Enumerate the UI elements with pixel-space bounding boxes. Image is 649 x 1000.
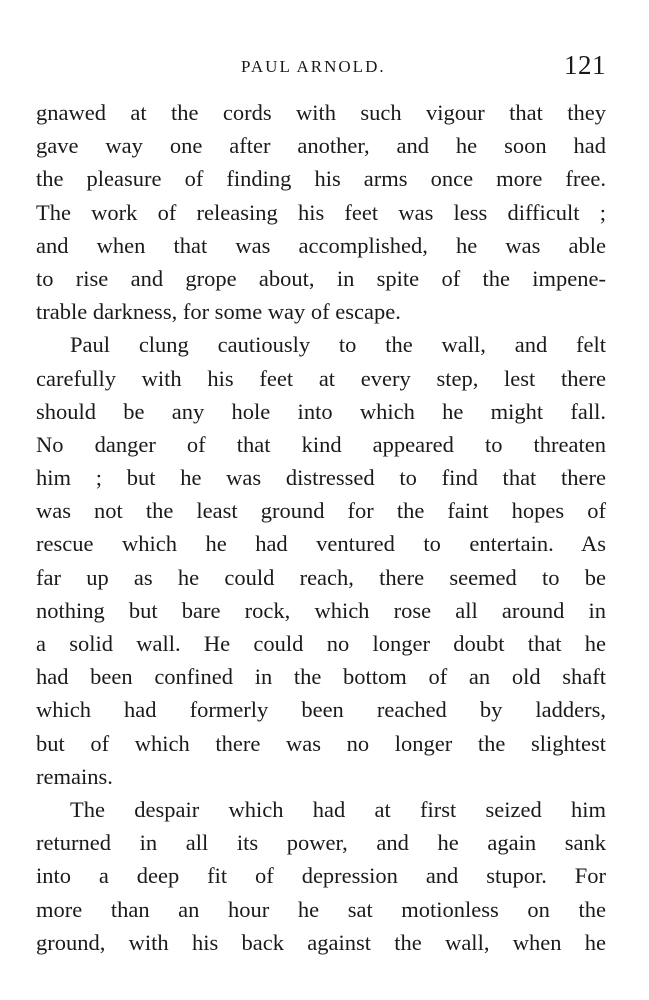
text-line: the pleasure of finding his arms once more free.: [36, 166, 606, 192]
text-line: had been confined in the bottom of an old shaft: [36, 664, 606, 690]
text-line: a solid wall. He could no longer doubt that he: [36, 631, 606, 656]
text-line: but of which there was no longer the slightest: [36, 730, 606, 756]
text-line: was not the least ground for the faint hopes of: [36, 498, 606, 524]
running-head: [36, 50, 606, 86]
text-line: Paul clung cautiously to the wall, and felt: [70, 332, 606, 358]
text-line: returned in all its power, and he again sank: [36, 830, 606, 856]
text-line: remains.: [36, 763, 113, 789]
text-line: ground, with his back against the wall, when he: [36, 929, 606, 955]
text-line: No danger of that kind appeared to threaten: [36, 431, 606, 457]
text-line: gave way one after another, and he soon had: [36, 133, 606, 159]
text-line: The work of releasing his feet was less difficult ;: [36, 199, 606, 225]
text-line: to rise and grope about, in spite of the impene-: [36, 265, 606, 291]
text-line: him ; but he was distressed to find that there: [36, 465, 606, 491]
page-number: 121: [564, 50, 606, 80]
text-line: into a deep fit of depression and stupor. For: [36, 863, 606, 889]
text-line: carefully with his feet at every step, lest there: [36, 365, 606, 391]
text-line: which had formerly been reached by ladders,: [36, 697, 606, 723]
text-line: nothing but bare rock, which rose all around in: [36, 597, 606, 623]
text-line: The despair which had at first seized him: [70, 796, 606, 822]
running-title: PAUL ARNOLD.: [241, 57, 386, 76]
text-line: far up as he could reach, there seemed to be: [36, 564, 606, 590]
body-text: [36, 96, 606, 959]
text-line: should be any hole into which he might fall.: [36, 398, 606, 424]
text-line: and when that was accomplished, he was able: [36, 232, 606, 258]
text-line: gnawed at the cords with such vigour that they: [36, 100, 606, 125]
text-line: rescue which he had ventured to entertain. As: [36, 531, 606, 557]
text-line: more than an hour he sat motionless on the: [36, 896, 606, 922]
text-line: trable darkness, for some way of escape.: [36, 299, 401, 325]
